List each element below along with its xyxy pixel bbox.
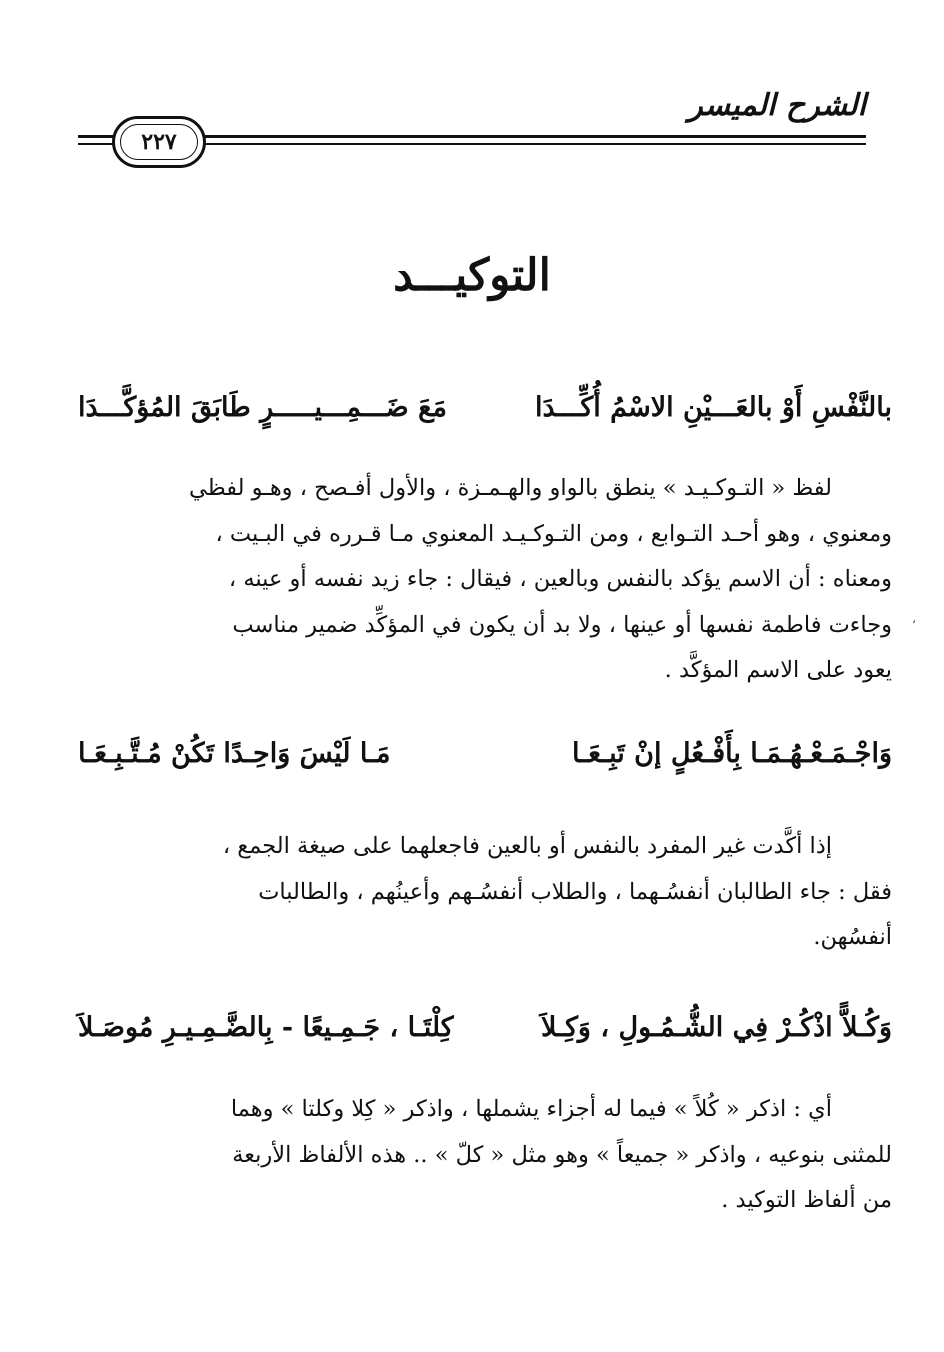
page-number-badge: [112, 116, 206, 168]
commentary-3-line: من ألفاظ التوكيد .: [721, 1187, 892, 1214]
commentary-3: [78, 1087, 892, 1224]
verse-1: [78, 392, 892, 423]
commentary-1: [78, 466, 892, 694]
verse-3-first-hemistich: وَكُـلاًّ اذْكُـرْ فِي الشُّـمُـولِ ، وَكِـلاَ: [541, 1012, 892, 1043]
commentary-2-line: إذا أكَّدت غير المفرد بالنفس أو بالعين فاجعلهما على صيغة الجمع ،: [222, 833, 832, 859]
verse-2-first-hemistich: وَاجْـمَـعْـهُـمَـا بِأَفْـعُلٍ إنْ تَبِـعَـا: [572, 738, 892, 769]
chapter-title: التوكيـــد: [393, 250, 551, 301]
verse-1-first-hemistich: بالنَّفْسِ أَوْ بالعَـــيْنِ الاسْمُ أُكِّـــدَا: [534, 392, 892, 423]
margin-mark: ،: [912, 612, 916, 626]
verse-1-second-hemistich: مَعَ ضَـــمِـــيـــــرٍ طَابَقَ المُؤكَّـــدَا: [78, 392, 447, 423]
verse-2: [78, 738, 892, 769]
commentary-2-line: فقل : جاء الطالبان أنفسُـهما ، والطلاب أنفسُـهم وأعينُهم ، والطالبات: [258, 878, 892, 905]
commentary-1-line: لفظ « التـوكـيـد » ينطق بالواو والهـمـزة ، والأول أفـصح ، وهـو لفظي: [189, 475, 832, 501]
commentary-3-line: للمثنى بنوعيه ، واذكر « جميعاً » وهو مثل « كلّ » .. هذه الألفاظ الأربعة: [232, 1141, 892, 1168]
verse-3-second-hemistich: كِلْتَـا ، جَـمِـيعًا - بِالضَّـمِـيـرِ مُوصَـلاَ: [78, 1012, 454, 1043]
commentary-2-line: أنفسُهن.: [813, 924, 892, 951]
commentary-1-line: وجاءت فاطمة نفسها أو عينها ، ولا بد أن يكون في المؤكِّد ضمير مناسب: [232, 611, 892, 638]
commentary-1-line: ومعنوي ، وهو أحـد التـوابع ، ومن التـوكـيـد المعنوي مـا قـرره في البـيت ،: [215, 520, 892, 547]
page-number: ٢٢٧: [141, 129, 177, 155]
running-header-title: الشرح الميسر: [688, 88, 866, 123]
commentary-1-line: يعود على الاسم المؤكَّد .: [664, 657, 892, 684]
verse-2-second-hemistich: مَـا لَيْسَ وَاحِـدًا تَكُنْ مُـتَّـبِـعَـا: [78, 738, 391, 769]
commentary-2: [78, 824, 892, 961]
commentary-3-line: أي : اذكر « كُلاً » فيما له أجزاء يشملها ، واذكر « كِلا وكلتا » وهما: [230, 1096, 832, 1122]
verse-3: [78, 1012, 892, 1043]
commentary-1-line: ومعناه : أن الاسم يؤكد بالنفس وبالعين ، فيقال : جاء زيد نفسه أو عينه ،: [228, 566, 892, 593]
